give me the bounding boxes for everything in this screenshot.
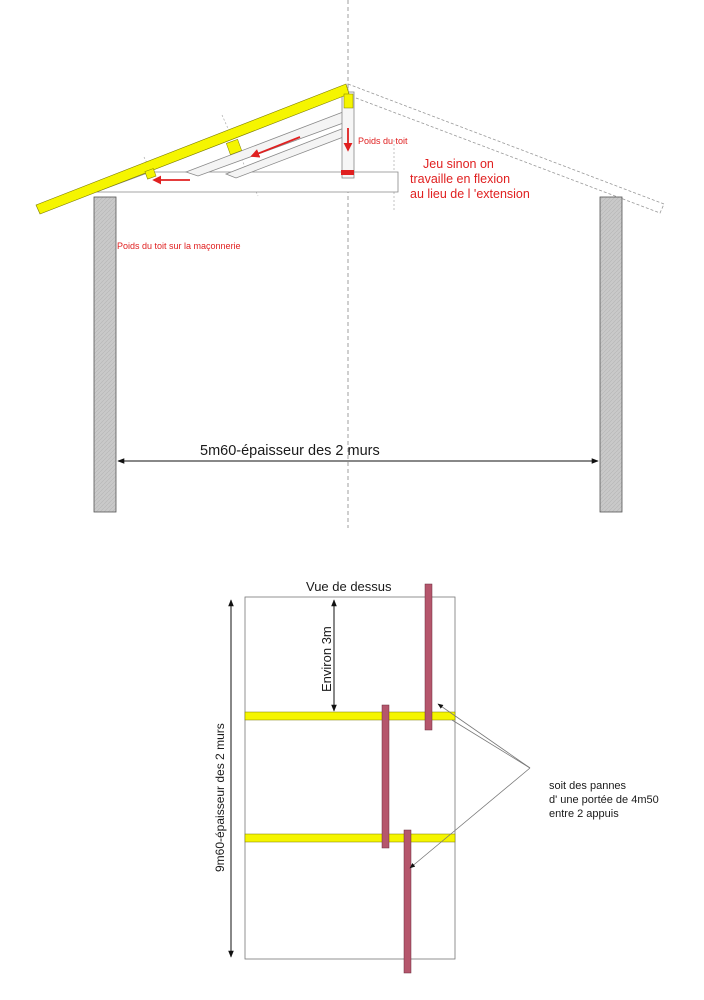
label-spacing: Environ 3m [319,626,334,692]
note-purlins-line-3: entre 2 appuis [549,808,619,820]
plan-title: Vue de dessus [306,579,392,594]
support-post [404,830,411,973]
gap-marker [341,170,354,175]
label-gap-line-3: au lieu de l 'extension [410,187,530,201]
wall-left [94,197,116,512]
plan-outline [245,597,455,959]
label-gap-line-1: Jeu sinon on [423,157,494,171]
label-length: 9m60-épaisseur des 2 murs [213,723,227,872]
note-purlins-line-2: d' une portée de 4m50 [549,794,659,806]
label-wall-weight: Poids du toit sur la maçonnerie [117,241,241,251]
ridge-block [344,94,353,108]
elevation-section [36,0,664,528]
support-post [425,584,432,730]
plan-view [213,579,659,973]
note-purlins-line-1: soit des pannes [549,780,627,792]
wall-right [600,197,622,512]
support-post [382,705,389,848]
label-width-dimension: 5m60-épaisseur des 2 murs [200,443,380,459]
purlin-beam [245,712,455,720]
leader-line [452,720,530,768]
label-roof-weight: Poids du toit [358,136,408,146]
purlin-beam [245,834,455,842]
label-gap-line-2: travaille en flexion [410,172,511,186]
